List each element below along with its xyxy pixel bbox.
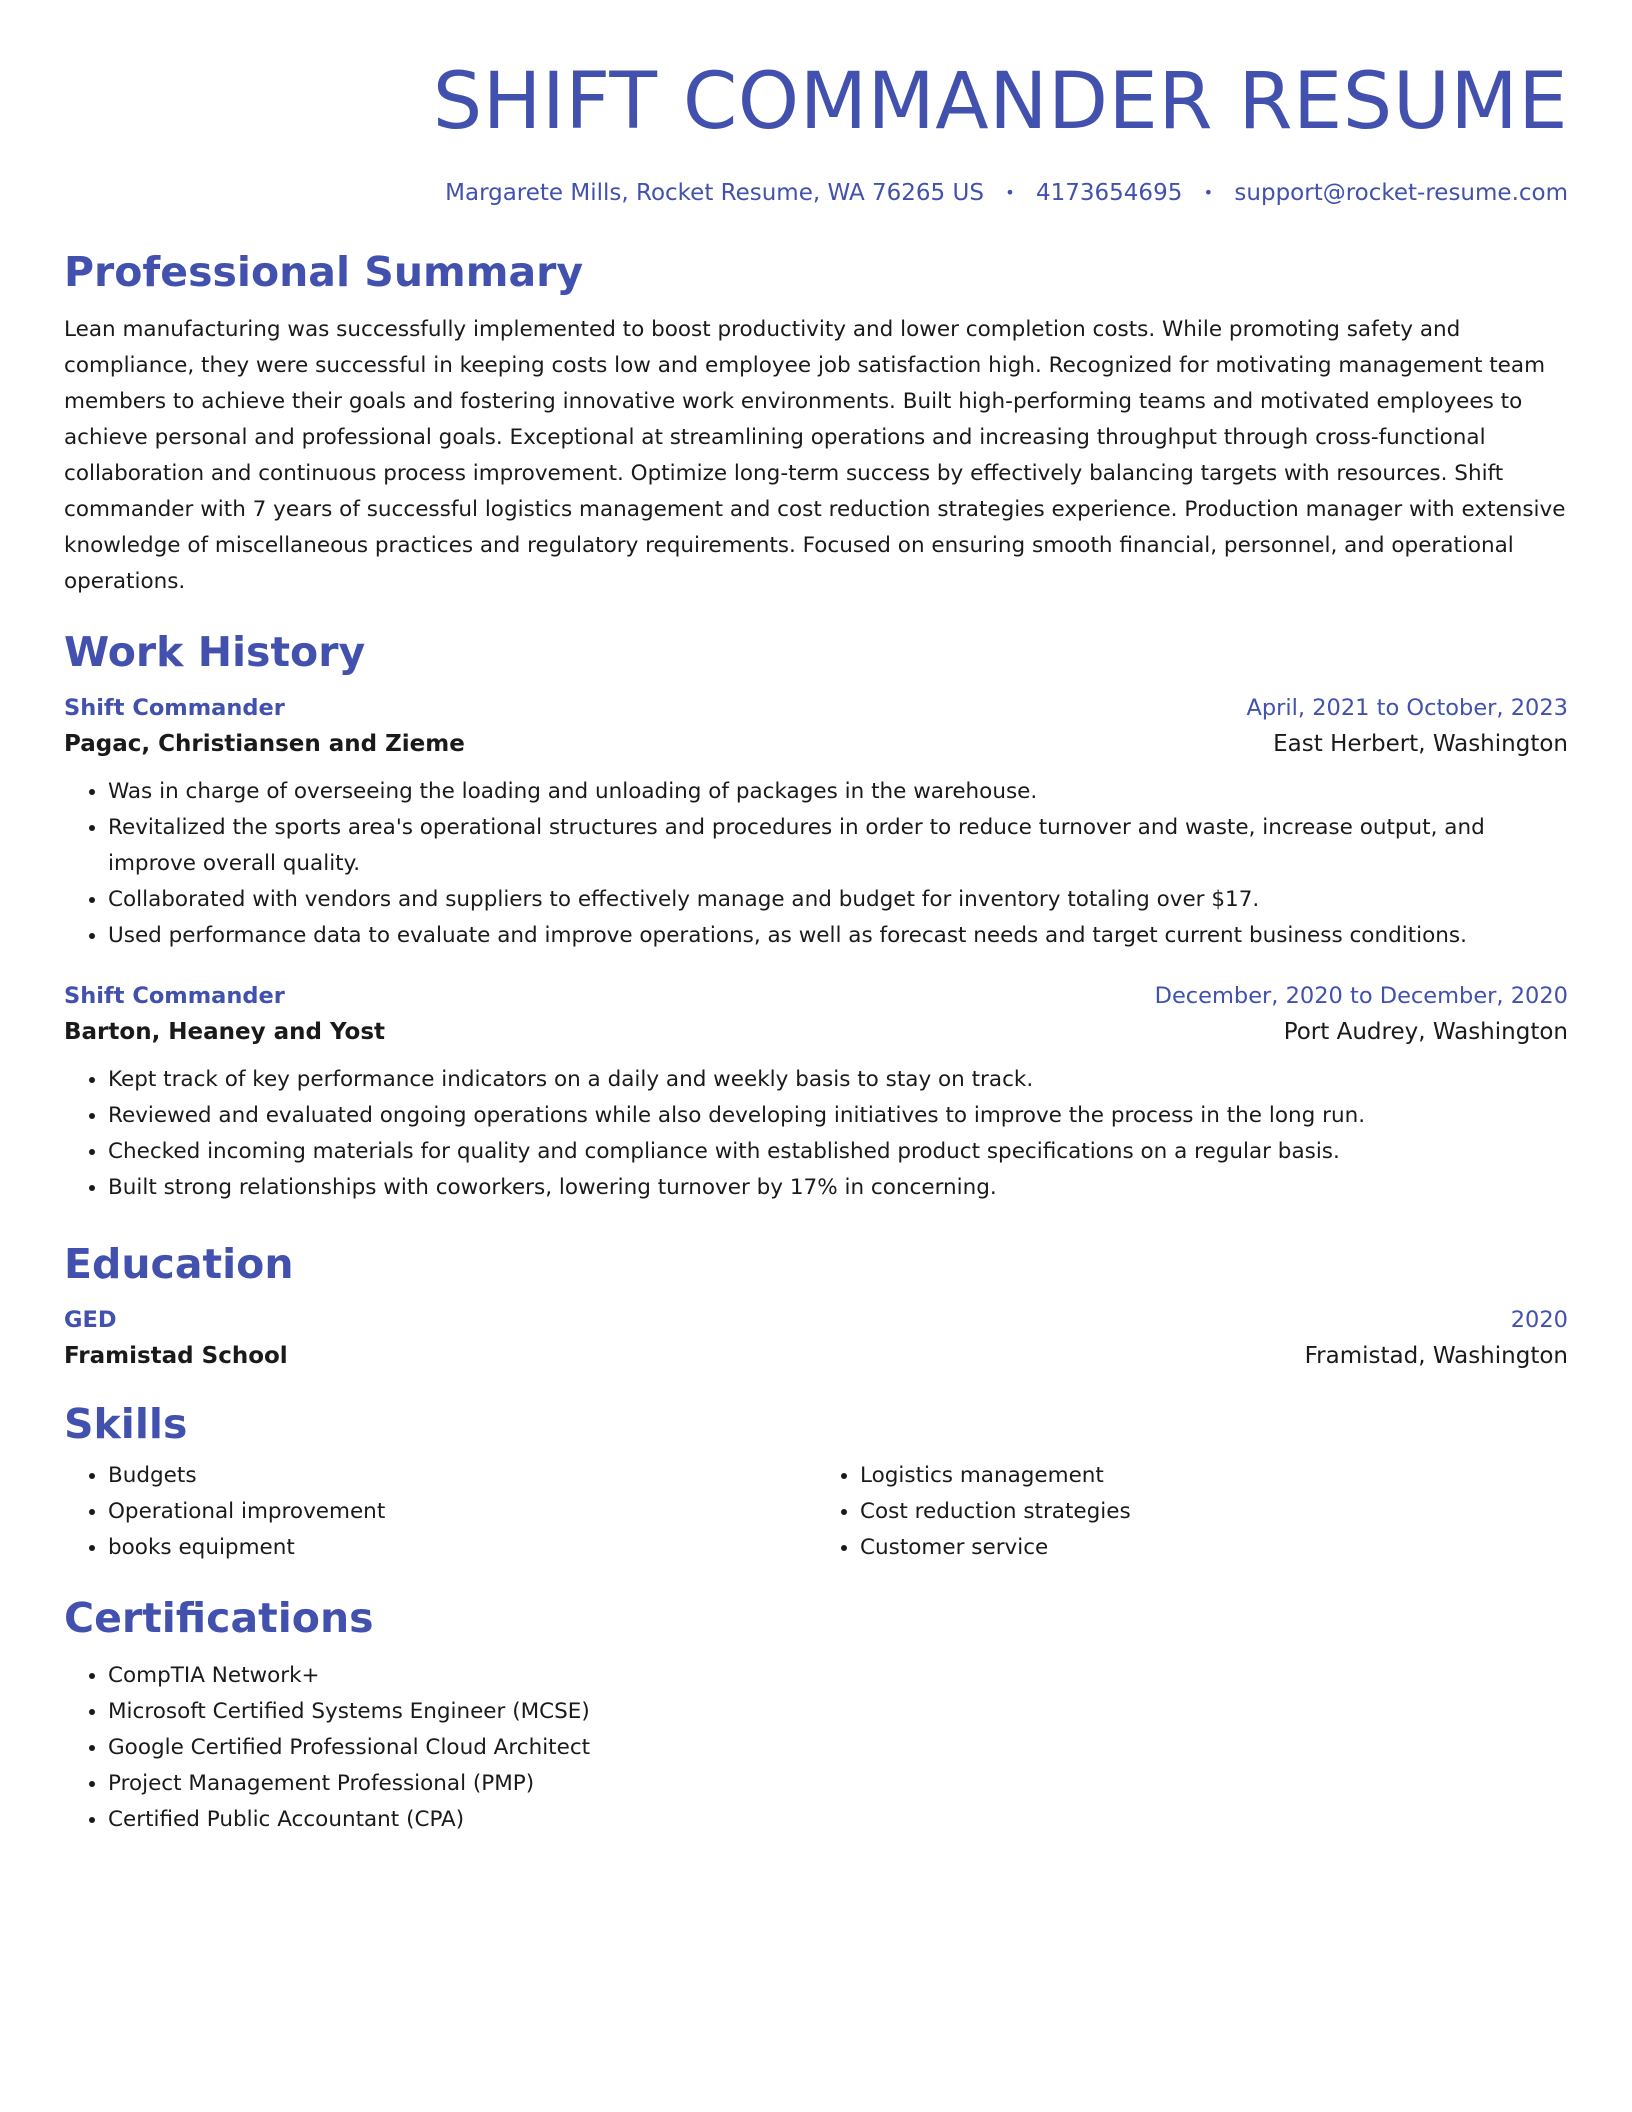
summary-text: Lean manufacturing was successfully implemented to boost productivity and lower completion costs. While promoting safety and compliance, they were successful in keeping costs low and employee job satisfaction high. Recognized for motivating management team members to achieve their goals and fostering innovative work environments. Built high-performing teams and motivated employees to achieve personal and professional goals. Exceptional at streamlining operations and increasing throughput through cross-functional collaboration and continuous process improvement. Optimize long-term success by effectively balancing targets with resources. Shift commander with 7 years of successful logistics management and cost reduction strategies experience. Production manager with extensive knowledge of miscellaneous practices and regulatory requirements. Focused on ensuring smooth financial, personnel, and operational operations.: [64, 317, 1566, 594]
skills-column-left: [64, 1458, 816, 1566]
skills-grid: [64, 1458, 1568, 1566]
job-bullet: • Was in charge of overseeing the loading and unloading of packages in the warehouse.: [108, 774, 1568, 810]
work-history-heading: Work History: [64, 628, 366, 676]
job-location: East Herbert, Washington: [1273, 731, 1568, 757]
job-bullet: • Checked incoming materials for quality and compliance with established product specifications on a regular basis.: [108, 1134, 1568, 1170]
skill-item: • Logistics management: [860, 1458, 1568, 1494]
job-dates: April, 2021 to October, 2023: [1246, 695, 1568, 721]
certification-item: • CompTIA Network+: [108, 1658, 1568, 1694]
job-bullet: • Used performance data to evaluate and improve operations, as well as forecast needs and target current business conditions.: [108, 918, 1568, 954]
skill-item: • books equipment: [108, 1530, 816, 1566]
resume-title: SHIFT COMMANDER RESUME: [432, 57, 1568, 147]
skill-item: • Operational improvement: [108, 1494, 816, 1530]
education-entry: [64, 1304, 1568, 1372]
skills-heading: Skills: [64, 1400, 188, 1448]
job-bullet: • Built strong relationships with coworkers, lowering turnover by 17% in concerning.: [108, 1170, 1568, 1206]
job-entry: [64, 692, 1568, 954]
job-location: Port Audrey, Washington: [1283, 1019, 1568, 1045]
job-bullet: • Kept track of key performance indicators on a daily and weekly basis to stay on track.: [108, 1062, 1568, 1098]
job-title: Shift Commander: [64, 695, 285, 721]
job-company: Pagac, Christiansen and Zieme: [64, 731, 465, 757]
job-bullet: • Revitalized the sports area's operational structures and procedures in order to reduce turnover and waste, increase output, and improve overall quality.: [108, 810, 1568, 882]
skill-item: • Cost reduction strategies: [860, 1494, 1568, 1530]
job-dates: December, 2020 to December, 2020: [1154, 983, 1568, 1009]
certification-item: • Microsoft Certified Systems Engineer (MCSE): [108, 1694, 1568, 1730]
certification-item: • Google Certified Professional Cloud Architect: [108, 1730, 1568, 1766]
job-bullet: • Reviewed and evaluated ongoing operations while also developing initiatives to improve the process in the long run.: [108, 1098, 1568, 1134]
skills-column-right: [816, 1458, 1568, 1566]
education-degree: GED: [64, 1307, 117, 1333]
skills-list: [816, 1458, 1568, 1566]
contact-address: Margarete Mills, Rocket Resume, WA 76265 US: [445, 180, 984, 206]
education-location: Framistad, Washington: [1304, 1343, 1568, 1369]
job-title: Shift Commander: [64, 983, 285, 1009]
job-bullets: [64, 1062, 1568, 1206]
bullet-separator-icon: •: [1005, 183, 1015, 202]
certification-item: • Certified Public Accountant (CPA): [108, 1802, 1568, 1838]
contact-line: [64, 178, 1568, 208]
job-entry: [64, 980, 1568, 1206]
education-heading: Education: [64, 1240, 294, 1288]
job-bullets: [64, 774, 1568, 954]
contact-email: support@rocket-resume.com: [1234, 180, 1568, 206]
skills-list: [64, 1458, 816, 1566]
certifications-heading: Certifications: [64, 1594, 374, 1642]
bullet-separator-icon: •: [1203, 183, 1214, 202]
job-bullet: • Collaborated with vendors and suppliers to effectively manage and budget for inventory totaling over $17.: [108, 882, 1568, 918]
certification-item: • Project Management Professional (PMP): [108, 1766, 1568, 1802]
job-company: Barton, Heaney and Yost: [64, 1019, 386, 1045]
skill-item: • Budgets: [108, 1458, 816, 1494]
contact-phone: 4173654695: [1036, 180, 1183, 206]
certifications-list: [64, 1658, 1568, 1838]
education-year: 2020: [1510, 1307, 1568, 1333]
skill-item: • Customer service: [860, 1530, 1568, 1566]
summary-heading: Professional Summary: [64, 248, 584, 296]
education-school: Framistad School: [64, 1343, 288, 1369]
